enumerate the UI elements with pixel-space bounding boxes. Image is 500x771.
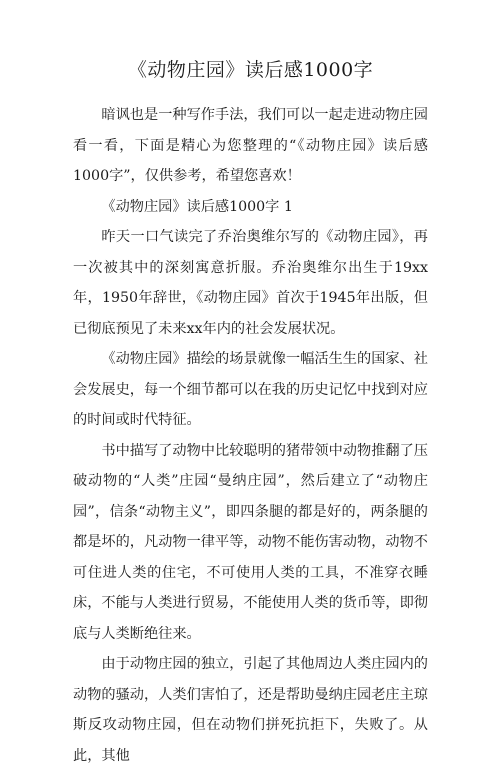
- essay-title: 《动物庄园》读后感1000字 1: [101, 198, 293, 215]
- body-paragraph-4: 由于动物庄园的独立，引起了其他周边人类庄园内的动物的骚动，人类们害怕了，还是帮助曼纳庄园老庄主琼斯反攻动物庄园，但在动物们拼死抗拒下，失败了。从此，其他: [73, 656, 428, 764]
- document-title: 《动物庄园》读后感1000字: [127, 59, 374, 81]
- intro-paragraph: 暗讽也是一种写作手法，我们可以一起走进动物庄园看一看，下面是精心为您整理的“《动物庄园》读后感1000字”，仅供参考，希望您喜欢！: [73, 107, 428, 184]
- body-paragraph-3: 书中描写了动物中比较聪明的猪带领中动物推翻了压破动物的“人类”庄园“曼纳庄园”，然后建立了“动物庄园”，信条“动物主义”，即四条腿的都是好的，两条腿的都是坏的，凡动物一律平等，动物不能伤害动物，动物不可住进人类的住宅，不可使用人类的工具，不准穿衣睡床，不能与人类进行贸易，不能使用人类的货币等，即彻底与人类断绝往来。: [73, 442, 428, 642]
- body-paragraph-1: 昨天一口气读完了乔治奥维尔写的《动物庄园》，再一次被其中的深刻寓意折服。乔治奥维尔出生于19xx年，1950年辞世，《动物庄园》首次于1945年出版，但已彻底预见了未来xx年内的社会发展状况。: [73, 229, 428, 337]
- body-paragraph-2: 《动物庄园》描绘的场景就像一幅活生生的国家、社会发展史，每一个细节都可以在我的历史记忆中找到对应的时间或时代特征。: [73, 351, 428, 428]
